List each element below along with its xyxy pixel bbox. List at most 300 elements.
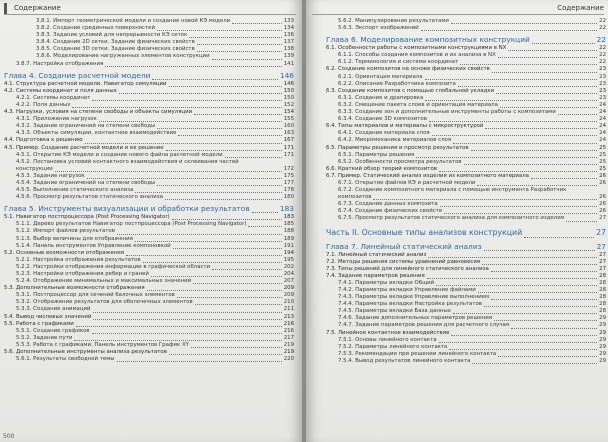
toc-entry [0,95,302,102]
toc-page-number: 23 [599,66,606,73]
dot-leader [464,164,597,165]
toc-page-number: 138 [283,46,294,53]
toc-entry-title: 6.3.1. Создание и драпировка [338,94,424,101]
toc-page-number: 178 [283,187,294,194]
toc-entry-title: Часть II. Основные типы анализов конструкций [326,227,523,237]
running-header [4,3,296,15]
toc-entry-title: 7.5. Линейное контактное взаимодействие [326,329,450,336]
toc-entry-title: 5.2. Основные возможности отображения [4,249,124,256]
toc-entry-title: 3.8.5. Создание 3D сетки. Задание физических свойств [36,46,195,53]
toc-entry [306,280,608,287]
toc-entry [0,116,302,123]
toc-page-number: 25 [599,144,606,151]
toc-entry [306,187,608,194]
dot-leader [440,206,597,207]
toc-entry-title: 6.7.4. Создание физических свойств [338,208,442,215]
toc-page-number: 27 [599,265,606,272]
toc-page-number: 216 [283,320,294,327]
dot-leader [93,312,282,313]
dot-leader [416,157,597,158]
dot-leader [491,271,597,272]
dot-leader [173,248,282,249]
toc-page-number: 22 [599,52,606,59]
toc-entry-title: 5.3.2. Отображение результатов для оболочечных элементов [16,299,193,306]
toc-entry-title: 6.5. Параметры решения и просмотр результатов [326,144,469,151]
dot-leader [194,114,282,115]
toc-entry [0,349,302,356]
toc-entry [306,116,608,123]
toc-entry-title: 6.2. Создание композитов на основе физических свойств [326,66,490,73]
dot-leader [491,299,597,300]
toc-page-number: 163 [283,130,294,137]
toc-page-number: 152 [283,101,294,108]
dot-leader [119,93,282,94]
toc-page-number: 24 [599,109,606,116]
toc-entry [0,257,302,264]
toc-entry [0,285,302,292]
dot-leader [511,328,597,329]
toc-entry-title: 4.3.2. Задание ограничений на степени свободы [16,123,156,130]
page-number: 500 [3,433,15,440]
toc-entry [306,180,608,187]
dot-leader [212,59,282,60]
dot-leader [172,219,282,220]
toc-entry-title: 6.7.2. Создание композитного материала с помощью инструмента Разработчик [338,187,567,194]
toc-entry [0,187,302,194]
dot-leader [157,185,282,186]
dot-leader [152,79,278,80]
dot-leader [566,221,597,222]
toc-entry-title: 5.4. Вывод числовых значений [4,313,92,320]
dot-leader [143,262,282,263]
toc-page-number: 150 [283,94,294,101]
dot-leader [117,361,282,362]
toc-entry [0,236,302,243]
dot-leader [484,250,595,251]
toc-entry [0,137,302,144]
toc-entry-title: 4.5.5. Выполнение статического анализа [16,187,134,194]
toc-page-number: 180 [283,194,294,201]
dot-leader [485,128,597,129]
dot-leader [225,157,282,158]
toc-entry [306,166,608,173]
toc-entry [0,109,302,116]
dot-leader [532,43,595,44]
toc-page-number: 211 [283,306,294,313]
dot-leader [76,326,282,327]
toc-entry-title: 4.5.4. Задание ограничений на степени свободы [16,179,156,186]
toc-entry-title: 7.4.5. Параметры вкладки База данных [338,308,451,315]
toc-entry-title: 7.1. Линейный статический анализ [326,251,427,258]
toc-entry-title: 6.5.1. Параметры решения [338,151,415,158]
toc-page-number: 22 [599,18,606,24]
toc-page-number: 29 [599,322,606,329]
dot-leader [191,347,282,348]
toc-entry-title: Глава 5. Инструменты визуализации и обработки результатов [4,204,250,214]
toc-entry [306,308,608,315]
toc-entry [0,221,302,228]
toc-entry-title: 7.4.7. Задание параметров решения для расчетного случая [338,322,510,329]
toc-entry-title: 6.2.1. Ориентация материала [338,73,423,80]
toc-entry [306,330,608,337]
toc-entry-title: 7.4.4. Параметры вкладки Настройка результатов [338,301,482,308]
toc-entry-title: 5.3. Дополнительные возможности отображения [4,285,145,292]
toc-page-number: 171 [283,144,294,151]
dot-leader [135,192,282,193]
toc-page-number: 219 [283,349,294,356]
toc-page-number: 189 [283,235,294,242]
dot-leader [425,79,597,80]
toc-page-number: 185 [283,221,294,228]
dot-leader [189,37,282,38]
dot-leader [494,320,597,321]
toc-page-number: 26 [599,179,606,186]
toc-page-number: 177 [283,179,294,186]
toc-page-number: 175 [283,172,294,179]
toc-entry [306,301,608,308]
dot-leader [478,292,597,293]
toc-page-number: 23 [599,73,606,80]
dot-leader [92,333,282,334]
toc-entry-title: 4.1. Структура расчетной модели. Навигатор симуляции [4,80,167,87]
toc-entry-title: 6.1.2. Терминология и система координат [338,59,459,66]
toc-entry-title: 6.7. Пример. Статический анализ изделия из композитного материала [326,172,529,179]
toc-page-number: 207 [283,278,294,285]
toc-entry [306,81,608,88]
running-header-text: Содержание [557,4,604,12]
toc-page-number: 26 [599,201,606,208]
toc-page-number: 150 [283,87,294,94]
dot-leader [492,72,597,73]
toc-entry [306,52,608,59]
toc-page-number: 133 [283,18,294,24]
dot-leader [169,86,282,87]
dot-leader [85,143,282,144]
toc-entry [0,53,302,60]
toc-entry [306,287,608,294]
toc-entry-title: 5.2.1. Настройка отображения результатов [16,256,141,263]
dot-leader [500,107,597,108]
toc-entry-title: Глава 4. Создание расчетной модели [4,70,151,80]
toc-page-number: 195 [283,256,294,263]
toc-page-number: 22 [599,45,606,52]
toc-entry [306,95,608,102]
toc-entry-title: 5.6.3. Экспорт изображений [338,25,419,32]
toc-entry-title: 7.5.2. Параметры линейного контакта [338,343,448,350]
dot-leader [93,319,282,320]
dot-leader [169,354,282,355]
toc-page-number: 146 [283,80,294,87]
toc-page-number: 27 [596,227,606,237]
toc-page-number: 213 [283,313,294,320]
toc-entry-title: 4.5.3. Задание нагрузок [16,172,85,179]
dot-leader [165,199,282,200]
dot-leader [498,356,597,357]
dot-leader [421,30,597,31]
toc-entry [0,102,302,109]
toc-entry-title: 4.3.1. Приложение нагрузок [16,116,97,123]
dot-leader [508,50,597,51]
toc-entry-title: 5.6.1. Результаты свободной темы [16,356,115,363]
toc-page-number: 22 [599,25,606,32]
toc-entry-title: 4.2.2. Поля данных [16,101,71,108]
toc-entry [306,74,608,81]
toc-entry [0,299,302,306]
toc-entry-title: 4.3. Нагрузки, условия на степени свободы и объекты симуляции [4,109,193,116]
toc-page-number: 146 [279,70,294,80]
toc-entry-title: 6.4.2. Микромеханика материалов слоя [338,137,452,144]
toc-entry-title: 6.2.2. Описание Разработчика композита [338,80,456,87]
toc-page-number: 22 [596,35,606,45]
dot-leader [444,213,597,214]
toc-entry [0,356,302,363]
toc-entry-title: 7.5.4. Вывод результатов линейного контакта [338,357,471,364]
toc-entry-title: 5.5.2. Задание пути [16,334,73,341]
toc-page-number: 27 [599,215,606,222]
toc-entry-title: 5.3.1. Постпроцессор для сечений балочных элементов [16,292,175,299]
toc-entry-title: 5.2.2. Настройки отображения информации в графической области [16,263,211,270]
toc-entry-title: 7.4.3. Параметры вкладки Управление выполнением [338,294,490,301]
toc-entry [0,264,302,271]
dot-leader [252,212,278,213]
toc-entry [306,88,608,95]
toc-entry [0,250,302,257]
dot-leader [151,276,282,277]
toc-entry-title: 6.3.4. Создание 3D композитов [338,116,427,123]
toc-page-number: 24 [599,123,606,130]
toc-entry [0,335,302,342]
dot-leader [458,86,597,87]
toc-entry-title: 7.4.2. Параметры вкладки Управление файлами [338,287,476,293]
toc-page-number: 28 [599,301,606,308]
toc-entry [306,137,608,144]
toc-page-number: 28 [599,272,606,279]
toc-entry-title: 5.5. Работа с графиками [4,320,74,327]
running-header-text: Содержание [14,4,61,12]
toc-entry [306,315,608,322]
dot-leader [460,64,597,65]
toc-entry-title: 6.3.3. Создание зон и дополнительные инструменты работы с композитами [338,109,556,116]
toc-page-number: 29 [599,336,606,343]
toc-entry-title: 6.6. Краткий обзор теорий композитов [326,165,437,172]
toc-page-number: 29 [599,343,606,350]
dot-leader [166,150,282,151]
dot-leader [449,349,597,350]
toc-entry [0,81,302,88]
toc-entry [0,243,302,250]
dot-leader [451,335,597,336]
part-heading [306,227,608,239]
toc-entry [306,130,608,137]
toc-page-number: 139 [283,53,294,60]
toc-page-number: 167 [283,137,294,144]
dot-leader [248,226,282,227]
toc-entry [306,152,608,159]
toc-entry-title: 6.1.1. Способы создания композитов и их анализа в NX [338,52,496,59]
chapter-heading [0,203,302,214]
toc-page-number: 25 [599,165,606,172]
toc-entry [0,18,302,25]
toc-page-number: 209 [283,285,294,292]
toc-entry [306,322,608,329]
toc-entry [0,194,302,201]
toc-page-number: 28 [599,308,606,315]
toc-page-number: 137 [283,39,294,46]
toc-page-number: 27 [599,251,606,258]
toc-entry-title: 4.4. Подготовка к решению [4,137,83,144]
toc-entry [306,194,608,201]
toc-entry [306,66,608,73]
toc-entry [0,180,302,187]
dot-leader [232,23,282,24]
toc-page-number: 171 [283,151,294,158]
dot-leader [429,121,597,122]
dot-leader [451,23,597,24]
toc-entry [0,88,302,95]
dot-leader [195,304,282,305]
toc-entry [0,32,302,39]
toc-entry-title: Глава 7. Линейный статический анализ [326,241,482,251]
toc-page-number: 155 [283,116,294,123]
dot-leader [482,264,597,265]
toc-entry [0,61,302,68]
dot-leader [178,135,282,136]
toc-page-number: 141 [283,60,294,67]
toc-entry [0,228,302,235]
toc-entry [306,159,608,166]
toc-page-number: 23 [599,94,606,101]
toc-entry [0,130,302,137]
toc-page-number: 216 [283,327,294,334]
toc-entry [306,45,608,52]
toc-page-number: 28 [599,279,606,286]
toc-entry [0,123,302,130]
toc-entry-title: 3.8.1. Импорт геометрической модели и создание новой КЭ модели [36,18,231,24]
toc-page-number: 29 [599,350,606,357]
dot-leader [99,121,282,122]
toc-entry-title: 7.5.1. Основы линейного контакта [338,336,437,343]
toc-page-number: 26 [599,172,606,179]
toc-page-number: 209 [283,292,294,299]
toc-page-number: 26 [599,194,606,201]
toc-entry [0,39,302,46]
toc-page-number: 183 [283,214,294,221]
dot-leader [117,234,282,235]
dot-leader [453,313,597,314]
toc-page-number: 188 [283,228,294,235]
toc-page-number: 27 [599,258,606,265]
toc-entry [0,145,302,152]
toc-entry-title: 3.8.3. Задание условий для непрерывности КЭ сеток [36,32,188,39]
toc-entry-title: 6.4. Типы материалов и материалы с микроструктурой [326,123,484,130]
chapter-heading [306,34,608,45]
dot-leader [425,100,597,101]
toc-entry-title: 6.7.1. Открытие файлов КЭ и расчетной модели [338,179,476,186]
dot-leader [105,66,282,67]
toc-entry-title: 4.2. Системы координат и поля данных [4,87,117,94]
toc-page-number: 24 [599,137,606,144]
toc-entry [0,278,302,285]
toc-entry [306,201,608,208]
toc-page-number: 160 [283,123,294,130]
dot-leader [55,171,282,172]
toc-page-number: 23 [599,87,606,94]
toc-entry [306,59,608,66]
toc-entry [306,358,608,365]
toc-page-number: 204 [283,271,294,277]
left-page [0,0,302,442]
dot-leader [92,100,282,101]
toc-entry-title: 5.1.4. Панель инструментов Управление компоновкой [16,242,171,249]
toc-entry-title: 5.2.4. Отображение минимальных и максимальных значений [16,278,192,285]
toc-page-number: 29 [599,357,606,364]
toc-entry-title: 6.4.1. Создание материала слоя [338,130,430,137]
dot-leader [373,199,597,200]
dot-leader [157,128,282,129]
toc-page-number: 136 [283,32,294,39]
toc-entry-title: 4.2.1. Системы координат [16,94,91,101]
toc-entry-title: 4.3.3. Объекты симуляции, контактное взаимодействие [16,130,177,137]
toc-entry-title: 5.5.3. Работа с графиками. Панель инструментов График XY [16,341,189,348]
toc-entry-title: 3.8.4. Создание 2D сетки. Задание физических свойств [36,39,195,46]
toc-page-number: 172 [283,165,294,172]
toc-entry-title: 7.5.3. Рекомендации при решении линейного контакта [338,350,497,357]
dot-leader [439,171,597,172]
dot-leader [427,278,597,279]
toc-page-number: 202 [283,263,294,270]
toc-entry [0,314,302,321]
toc-page-number: 29 [599,315,606,322]
toc-entry [0,25,302,32]
toc-page-number: 24 [599,116,606,123]
toc-page-number: 28 [599,294,606,301]
toc-entry-title: 7.4. Задание параметров решения [326,272,425,279]
toc-page-number: 28 [599,287,606,293]
toc-page-number: 217 [283,334,294,341]
toc-entry [306,294,608,301]
toc-entry [306,109,608,116]
toc-entry-title: 6.1. Особенности работы с композитными конструкциями в NX [326,45,507,52]
toc-page-number: 183 [279,204,294,214]
toc-entry-title: конструкции [16,165,53,172]
toc-page-number: 23 [599,80,606,87]
toc-entry-title: 5.5.1. Создание графиков [16,327,90,334]
toc-page-number: 220 [283,356,294,363]
dot-leader [135,241,282,242]
toc-page-number: 154 [283,109,294,116]
dot-leader [477,185,597,186]
table-of-contents-right [306,18,608,365]
toc-entry [306,102,608,109]
toc-entry-title: 6.7.5. Просмотр результатов статического анализа для композитного изделия [338,215,564,222]
toc-entry [0,306,302,313]
toc-entry-title: 5.6.2. Манипулирование результатами [338,18,449,24]
toc-entry-title: 5.3.3. Создание анимаций [16,306,91,313]
toc-page-number: 25 [599,151,606,158]
toc-entry-title: 4.5.1. Открытие КЭ модели и создание нового файла расчетной модели [16,151,223,158]
toc-entry [306,173,608,180]
toc-entry [0,292,302,299]
toc-page-number: 194 [283,249,294,256]
dot-leader [558,114,597,115]
toc-page-number: 26 [599,208,606,215]
header-marker [4,3,7,14]
toc-entry-title: 4.5.2. Постановка условий контактного взаимодействия и склеивания частей [16,158,239,165]
dot-leader [436,285,597,286]
toc-entry-title: 5.1.1. Дерево результатов Навигатор постпроцессора (Post Processing Navigator) [16,221,247,228]
running-header [312,3,604,15]
toc-entry [0,342,302,349]
